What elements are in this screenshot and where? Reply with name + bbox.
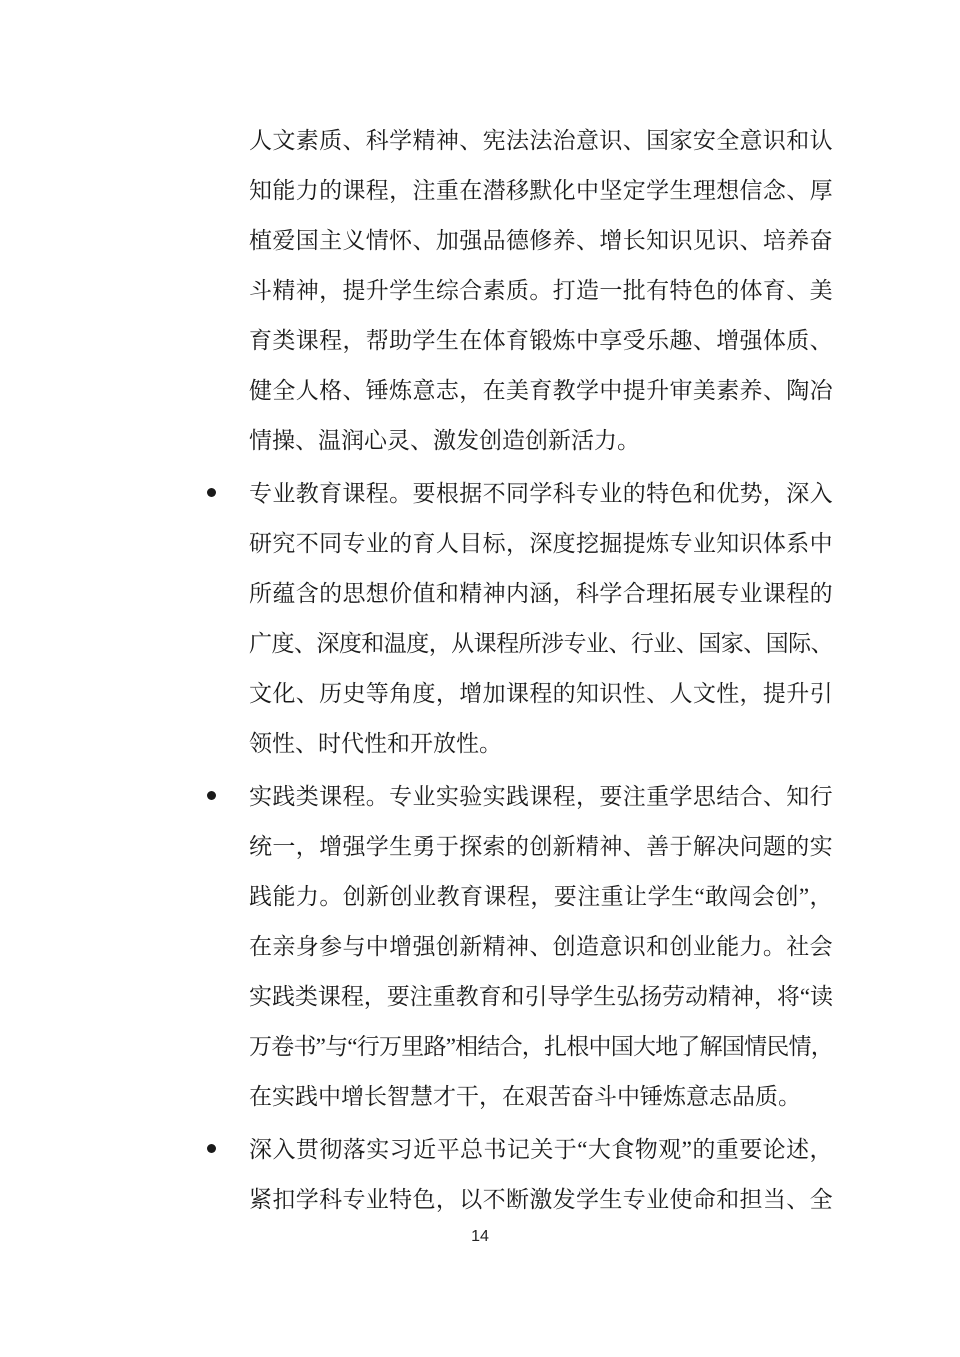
text-line bbox=[249, 1022, 833, 1072]
text-line-content: 万卷书”与“行万里路”相结合，扎根中国大地了解国情民情， bbox=[249, 1034, 833, 1059]
text-line-content: 在亲身参与中增强创新精神、创造意识和创业能力。社会 bbox=[249, 934, 833, 959]
text-line-content: 斗精神，提升学生综合素质。打造一批有特色的体育、美 bbox=[249, 278, 833, 303]
text-line bbox=[249, 1175, 833, 1225]
text-line bbox=[249, 316, 833, 366]
text-line bbox=[249, 366, 833, 416]
text-line bbox=[249, 772, 833, 822]
text-line-content: 所蕴含的思想价值和精神内涵，科学合理拓展专业课程的 bbox=[249, 581, 833, 606]
text-line-content: 人文素质、科学精神、宪法法治意识、国家安全意识和认 bbox=[249, 128, 833, 153]
text-line-content: 统一，增强学生勇于探索的创新精神、善于解决问题的实 bbox=[249, 834, 833, 859]
text-line-content: 情操、温润心灵、激发创造创新活力。 bbox=[249, 428, 640, 453]
bullet-icon bbox=[207, 1144, 216, 1153]
text-line bbox=[249, 519, 833, 569]
paragraph-continuation bbox=[249, 116, 833, 466]
text-line-content: 实践类课程。专业实验实践课程，要注重学思结合、知行 bbox=[249, 784, 833, 809]
text-line-content: 深入贯彻落实习近平总书记关于“大食物观”的重要论述， bbox=[249, 1137, 833, 1162]
text-line bbox=[249, 116, 833, 166]
text-line bbox=[249, 166, 833, 216]
text-line bbox=[249, 569, 833, 619]
text-line-content: 在实践中增长智慧才干，在艰苦奋斗中锤炼意志品质。 bbox=[249, 1084, 801, 1109]
page-number: 14 bbox=[471, 1228, 489, 1245]
text-line bbox=[249, 1125, 833, 1175]
text-line bbox=[249, 266, 833, 316]
text-line-content: 研究不同专业的育人目标，深度挖掘提炼专业知识体系中 bbox=[249, 531, 833, 556]
text-line bbox=[249, 216, 833, 266]
text-line-content: 紧扣学科专业特色，以不断激发学生专业使命和担当、全 bbox=[249, 1187, 833, 1212]
text-line-content: 健全人格、锤炼意志，在美育教学中提升审美素养、陶冶 bbox=[249, 378, 833, 403]
text-line-content: 践能力。创新创业教育课程，要注重让学生“敢闯会创”， bbox=[249, 884, 833, 909]
text-line-content: 文化、历史等角度，增加课程的知识性、人文性，提升引 bbox=[249, 681, 833, 706]
text-line-content: 专业教育课程。要根据不同学科专业的特色和优势，深入 bbox=[249, 481, 833, 506]
text-block bbox=[249, 116, 833, 1225]
text-line-content: 植爱国主义情怀、加强品德修养、增长知识见识、培养奋 bbox=[249, 228, 833, 253]
text-line bbox=[249, 1072, 833, 1122]
text-line bbox=[249, 619, 833, 669]
text-line bbox=[249, 872, 833, 922]
bullet-item bbox=[249, 1125, 833, 1225]
text-line bbox=[249, 719, 833, 769]
text-line-content: 知能力的课程，注重在潜移默化中坚定学生理想信念、厚 bbox=[249, 178, 833, 203]
text-line bbox=[249, 416, 833, 466]
text-line-content: 广度、深度和温度，从课程所涉专业、行业、国家、国际、 bbox=[249, 631, 834, 656]
text-line-content: 育类课程，帮助学生在体育锻炼中享受乐趣、增强体质、 bbox=[249, 328, 833, 353]
bullet-icon bbox=[207, 488, 216, 497]
text-line bbox=[249, 469, 833, 519]
text-line bbox=[249, 822, 833, 872]
text-line bbox=[249, 922, 833, 972]
bullet-item bbox=[249, 469, 833, 769]
text-line bbox=[249, 972, 833, 1022]
text-line-content: 实践类课程，要注重教育和引导学生弘扬劳动精神，将“读 bbox=[249, 984, 833, 1009]
bullet-item bbox=[249, 772, 833, 1122]
text-line-content: 领性、时代性和开放性。 bbox=[249, 731, 502, 756]
bullet-icon bbox=[207, 791, 216, 800]
text-line bbox=[249, 669, 833, 719]
